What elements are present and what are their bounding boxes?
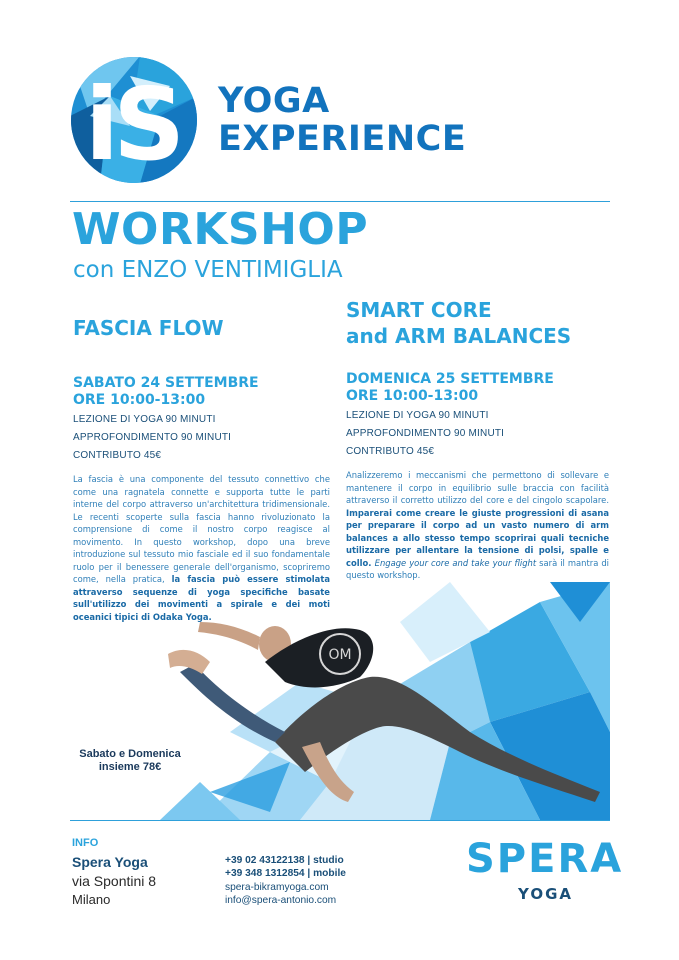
session-price: CONTRIBUTO 45€ — [346, 446, 435, 457]
studio-address: via Spontini 8 — [72, 873, 157, 889]
brand-yoga: YOGA — [218, 81, 330, 121]
session-detail: APPROFONDIMENTO 90 MINUTI — [346, 428, 505, 439]
description-text: La fascia è una componente del tessuto connettivo che come una ragnatela connette e supporta tutte le parti interne del corpo attraverso un'architettura tridimensionale. Le recenti scoperte sulla fascia hanno rivoluzionato la comprensione di come il nostro corpo reagisce al movimento. In questo workshop, dopo una breve introduzione sul tessuto mio fasciale ed il suo fondamentale ruolo per il benessere generale dell'organismo, scopriremo come, nella pratica, — [73, 474, 330, 584]
yoga-pose-photo — [70, 582, 610, 820]
studio-city: Milano — [72, 892, 111, 907]
session-date: SABATO 24 SETTEMBRE — [73, 375, 259, 391]
price-note-line2: insieme 78€ — [98, 761, 162, 773]
session-title: FASCIA FLOW — [73, 316, 224, 340]
description-text: Analizzeremo i meccanismi che permettono di sollevare e mantenere il corpo in equilibrio sulle braccia con facilità attraverso il corretto utilizzo del core e del cingolo scapolare. — [346, 470, 609, 505]
description-tail: sarà il mantra di questo workshop. — [346, 557, 610, 580]
session-detail: LEZIONE DI YOGA 90 MINUTI — [73, 414, 216, 425]
brand-experience: EXPERIENCE — [218, 119, 467, 159]
email-link[interactable]: info@spera-antonio.com — [225, 895, 337, 906]
session-detail: APPROFONDIMENTO 90 MINUTI — [73, 432, 232, 443]
session-title-line2: and ARM BALANCES — [346, 324, 572, 348]
phone-studio[interactable]: +39 02 43122138 | studio — [225, 855, 344, 866]
description-mantra: Engage your core and take your flight — [374, 557, 537, 568]
description-highlight: Imparerai come creare le giuste progressioni di asana per preparare il corpo ad un vasto numero di arm balances a allo stesso tempo scoprirai quali tecniche utilizzare per allentare la tensione di polsi, spalle e collo. — [346, 507, 609, 568]
info-label: INFO — [72, 837, 99, 849]
logo-text: iS — [84, 66, 180, 183]
session-price: CONTRIBUTO 45€ — [73, 450, 162, 461]
combined-price-note — [72, 748, 188, 774]
session-right — [346, 297, 609, 582]
divider-top — [70, 201, 610, 202]
is-logo — [70, 56, 198, 184]
shirt-symbol: OM — [328, 647, 352, 663]
instructor-subtitle: con ENZO VENTIMIGLIA — [73, 257, 343, 283]
session-left — [73, 315, 330, 623]
session-time: ORE 10:00-13:00 — [346, 388, 479, 404]
divider-bottom — [70, 820, 610, 821]
phone-mobile[interactable]: +39 348 1312854 | mobile — [225, 868, 346, 879]
description-highlight: la fascia può essere stimolata attraverso sequenze di yoga specifiche basate sull'utilizzo dei movimenti a spirale e dei moti oceanici tipici di Odaka Yoga. — [73, 574, 330, 622]
session-detail: LEZIONE DI YOGA 90 MINUTI — [346, 410, 489, 421]
price-note-line1: Sabato e Domenica — [79, 748, 181, 760]
session-description — [346, 469, 609, 582]
studio-name: Spera Yoga — [72, 854, 148, 870]
page-title: WORKSHOP — [72, 204, 369, 255]
spera-logo-sub: YOGA — [518, 885, 573, 903]
website-link[interactable]: spera-bikramyoga.com — [225, 882, 329, 893]
spera-logo: SPERA — [466, 836, 624, 882]
session-date: DOMENICA 25 SETTEMBRE — [346, 371, 554, 387]
session-title: SMART CORE — [346, 298, 492, 322]
session-time: ORE 10:00-13:00 — [73, 392, 206, 408]
